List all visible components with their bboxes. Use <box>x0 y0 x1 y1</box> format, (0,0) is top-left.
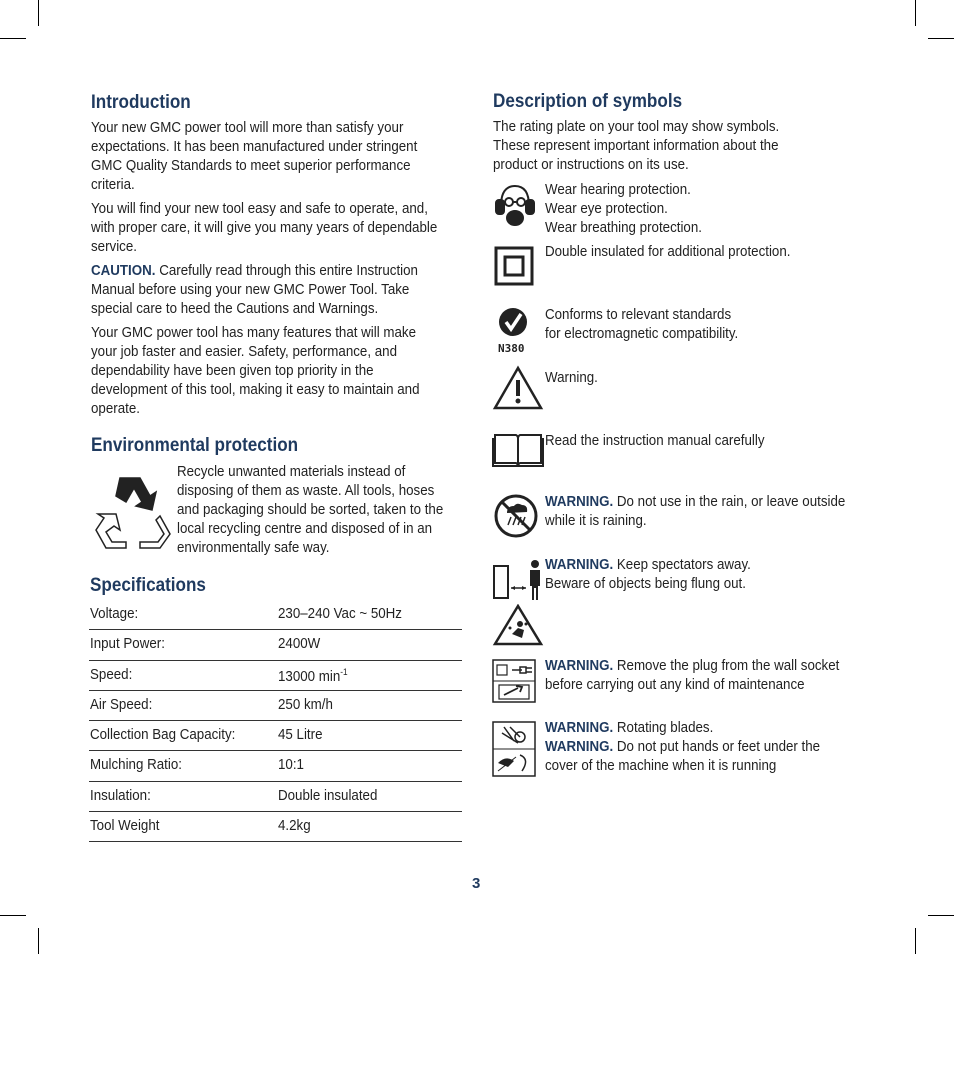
emc-line: for electromagnetic compatibility. <box>545 326 739 342</box>
spectators-text: Keep spectators away. <box>613 557 751 573</box>
double-insulated-icon <box>494 246 534 286</box>
double-insulated-text: Double insulated for additional protection. <box>545 244 791 260</box>
blades-text: Rotating blades. <box>613 720 714 736</box>
unplug-before-maintenance-icon <box>492 659 536 703</box>
spec-row <box>89 691 462 721</box>
recycle-icon <box>92 472 172 550</box>
spec-row <box>89 751 462 781</box>
blades-warning-text <box>545 719 849 776</box>
rain-warning-text <box>545 493 849 531</box>
environmental-heading: Environmental protection <box>91 435 299 456</box>
spectators-line <box>545 556 849 575</box>
spec-row <box>89 812 462 842</box>
ppe-line: Wear hearing protection. <box>545 182 691 198</box>
spec-value: 45 Litre <box>278 727 323 744</box>
spec-value: 250 km/h <box>278 696 333 713</box>
crop-mark <box>0 38 26 39</box>
read-manual-text: Read the instruction manual carefully <box>545 433 765 449</box>
ppe-line: Wear breathing protection. <box>545 220 702 236</box>
caution-paragraph <box>91 262 439 319</box>
spec-value: 4.2kg <box>278 818 311 835</box>
spec-value: 13000 min <box>278 668 341 685</box>
warning-label: WARNING. <box>545 658 614 674</box>
blades-text: Do not put hands or feet under the cover of the machine when it is running <box>545 739 821 774</box>
crop-mark <box>928 915 954 916</box>
spec-label: Mulching Ratio: <box>90 757 182 774</box>
spec-value: 10:1 <box>278 757 304 774</box>
crop-mark <box>915 0 916 26</box>
emc-code: N380 <box>498 342 525 355</box>
emc-line: Conforms to relevant standards <box>545 307 732 323</box>
spec-row <box>89 600 462 630</box>
crop-mark <box>38 928 39 954</box>
spec-label: Voltage: <box>90 606 139 622</box>
page-number: 3 <box>472 875 481 892</box>
intro-paragraph: Your GMC power tool has many features that will make your job faster and easier. Safety, performance, and dependability have been given top priority in the development of this tool, making it easy to maintain and operate. <box>91 325 420 417</box>
plug-warning-text <box>545 657 849 695</box>
spec-value: 2400W <box>278 636 321 653</box>
crop-mark <box>928 38 954 39</box>
intro-paragraph: You will find your new tool easy and safe to operate, and, with proper care, it will give you many years of dependable service. <box>91 201 438 255</box>
rain-text: Do not use in the rain, or leave outside while it is raining. <box>545 494 846 529</box>
spec-row <box>89 661 462 691</box>
warning-label: WARNING. <box>545 494 614 510</box>
spec-value-speed <box>278 667 348 685</box>
symbols-intro: The rating plate on your tool may show symbols. These represent important information about the product or instructions on its use. <box>493 119 780 173</box>
environmental-text: Recycle unwanted materials instead of disposing of them as waste. All tools, hoses and packaging should be sorted, taken to the local recycling centre and disposed of in an environmentally safe way. <box>177 464 444 556</box>
ppe-text <box>545 181 702 238</box>
spec-row <box>89 630 462 660</box>
spec-label: Speed: <box>90 666 133 683</box>
specifications-heading: Specifications <box>90 575 206 596</box>
spectators-warning-text <box>545 556 849 594</box>
emc-text <box>545 306 738 344</box>
spec-label: Insulation: <box>90 787 151 804</box>
no-rain-icon <box>493 493 539 539</box>
crop-mark <box>38 0 39 26</box>
crop-mark <box>915 928 916 954</box>
plug-text: Remove the plug from the wall socket before carrying out any kind of maintenance <box>545 658 840 693</box>
flying-objects-warning-icon <box>492 604 544 646</box>
intro-paragraph: Your new GMC power tool will more than satisfy your expectations. It has been manufactured under stringent GMC Quality Standards to meet superior performance criteria. <box>91 120 418 193</box>
warning-label: WARNING. <box>545 557 614 573</box>
spec-label: Tool Weight <box>90 818 160 835</box>
spec-label: Collection Bag Capacity: <box>90 727 236 744</box>
warning-text: Warning. <box>545 370 598 386</box>
emc-compliance-icon <box>496 307 530 337</box>
spectators-line: Beware of objects being flung out. <box>545 576 746 592</box>
crop-mark <box>0 915 26 916</box>
warning-label: WARNING. <box>545 720 614 736</box>
read-manual-icon <box>492 430 544 468</box>
hearing-eye-breathing-protection-icon <box>493 182 537 230</box>
blades-line <box>545 719 849 738</box>
keep-spectators-away-icon <box>492 558 544 604</box>
spec-value: 230–240 Vac ~ 50Hz <box>278 606 402 622</box>
spec-row <box>89 721 462 751</box>
spec-row <box>89 782 462 812</box>
spec-label: Air Speed: <box>90 696 153 713</box>
introduction-heading: Introduction <box>91 92 191 113</box>
caution-label: CAUTION. <box>91 263 156 279</box>
spec-value: Double insulated <box>278 787 378 804</box>
blades-line <box>545 738 849 776</box>
specifications-table <box>89 600 462 842</box>
warning-triangle-icon <box>492 365 544 411</box>
warning-label: WARNING. <box>545 739 614 755</box>
symbols-heading: Description of symbols <box>493 91 683 112</box>
introduction-body <box>91 119 439 424</box>
spec-label: Input Power: <box>90 636 165 653</box>
caution-text: Carefully read through this entire Instruction Manual before using your new GMC Power Tool. Take special care to heed the Cautions and Warnings. <box>91 263 418 317</box>
rotating-blades-icon <box>492 721 536 777</box>
ppe-line: Wear eye protection. <box>545 201 668 217</box>
spec-value-superscript: -1 <box>340 666 348 677</box>
